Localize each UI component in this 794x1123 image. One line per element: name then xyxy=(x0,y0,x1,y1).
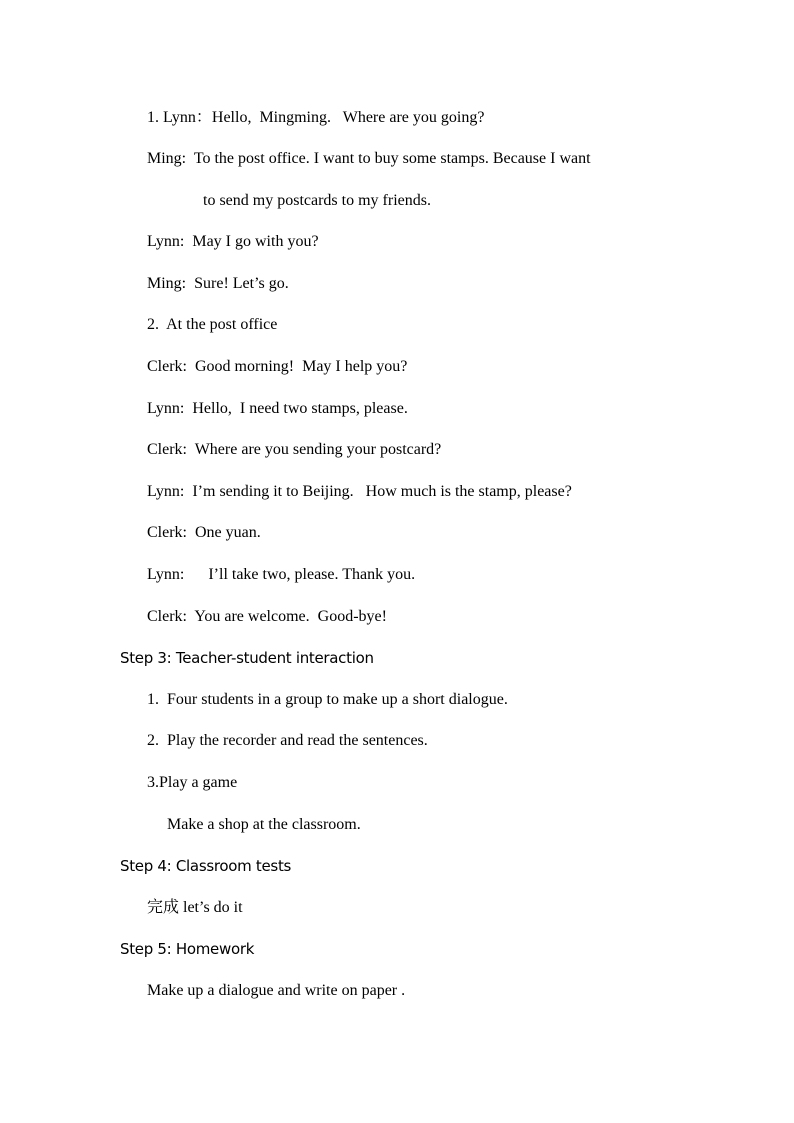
dialogue-line-12: Lynn: I’ll take two, please. Thank you. xyxy=(147,566,416,583)
dialogue-line-6: 2. At the post office xyxy=(147,316,278,333)
step3-heading: Step 3: Teacher-student interaction xyxy=(120,649,374,667)
dialogue-line-9: Clerk: Where are you sending your postcard? xyxy=(147,441,442,458)
dialogue-line-3: to send my postcards to my friends. xyxy=(203,192,431,209)
dialogue-line-5: Ming: Sure! Let’s go. xyxy=(147,275,289,292)
step5-item-1: Make up a dialogue and write on paper . xyxy=(147,982,406,999)
dialogue-line-7: Clerk: Good morning! May I help you? xyxy=(147,358,408,375)
dialogue-line-11: Clerk: One yuan. xyxy=(147,524,261,541)
dialogue-line-2: Ming: To the post office. I want to buy some stamps. Because I want xyxy=(147,150,591,167)
dialogue-line-13: Clerk: You are welcome. Good-bye! xyxy=(147,608,387,625)
step3-item-1: 1. Four students in a group to make up a short dialogue. xyxy=(147,691,508,708)
dialogue-line-1: 1. Lynn：Hello, Mingming. Where are you going? xyxy=(147,109,485,126)
step5-heading: Step 5: Homework xyxy=(120,940,255,958)
step4-item-1: 完成 let’s do it xyxy=(147,899,243,916)
dialogue-line-10: Lynn: I’m sending it to Beijing. How much is the stamp, please? xyxy=(147,483,572,500)
step3-item-3: 3.Play a game xyxy=(147,774,238,791)
dialogue-line-8: Lynn: Hello, I need two stamps, please. xyxy=(147,400,408,417)
step3-item-3-detail: Make a shop at the classroom. xyxy=(167,816,361,833)
dialogue-line-4: Lynn: May I go with you? xyxy=(147,233,319,250)
step3-item-2: 2. Play the recorder and read the sentences. xyxy=(147,732,428,749)
step4-heading: Step 4: Classroom tests xyxy=(120,857,292,875)
